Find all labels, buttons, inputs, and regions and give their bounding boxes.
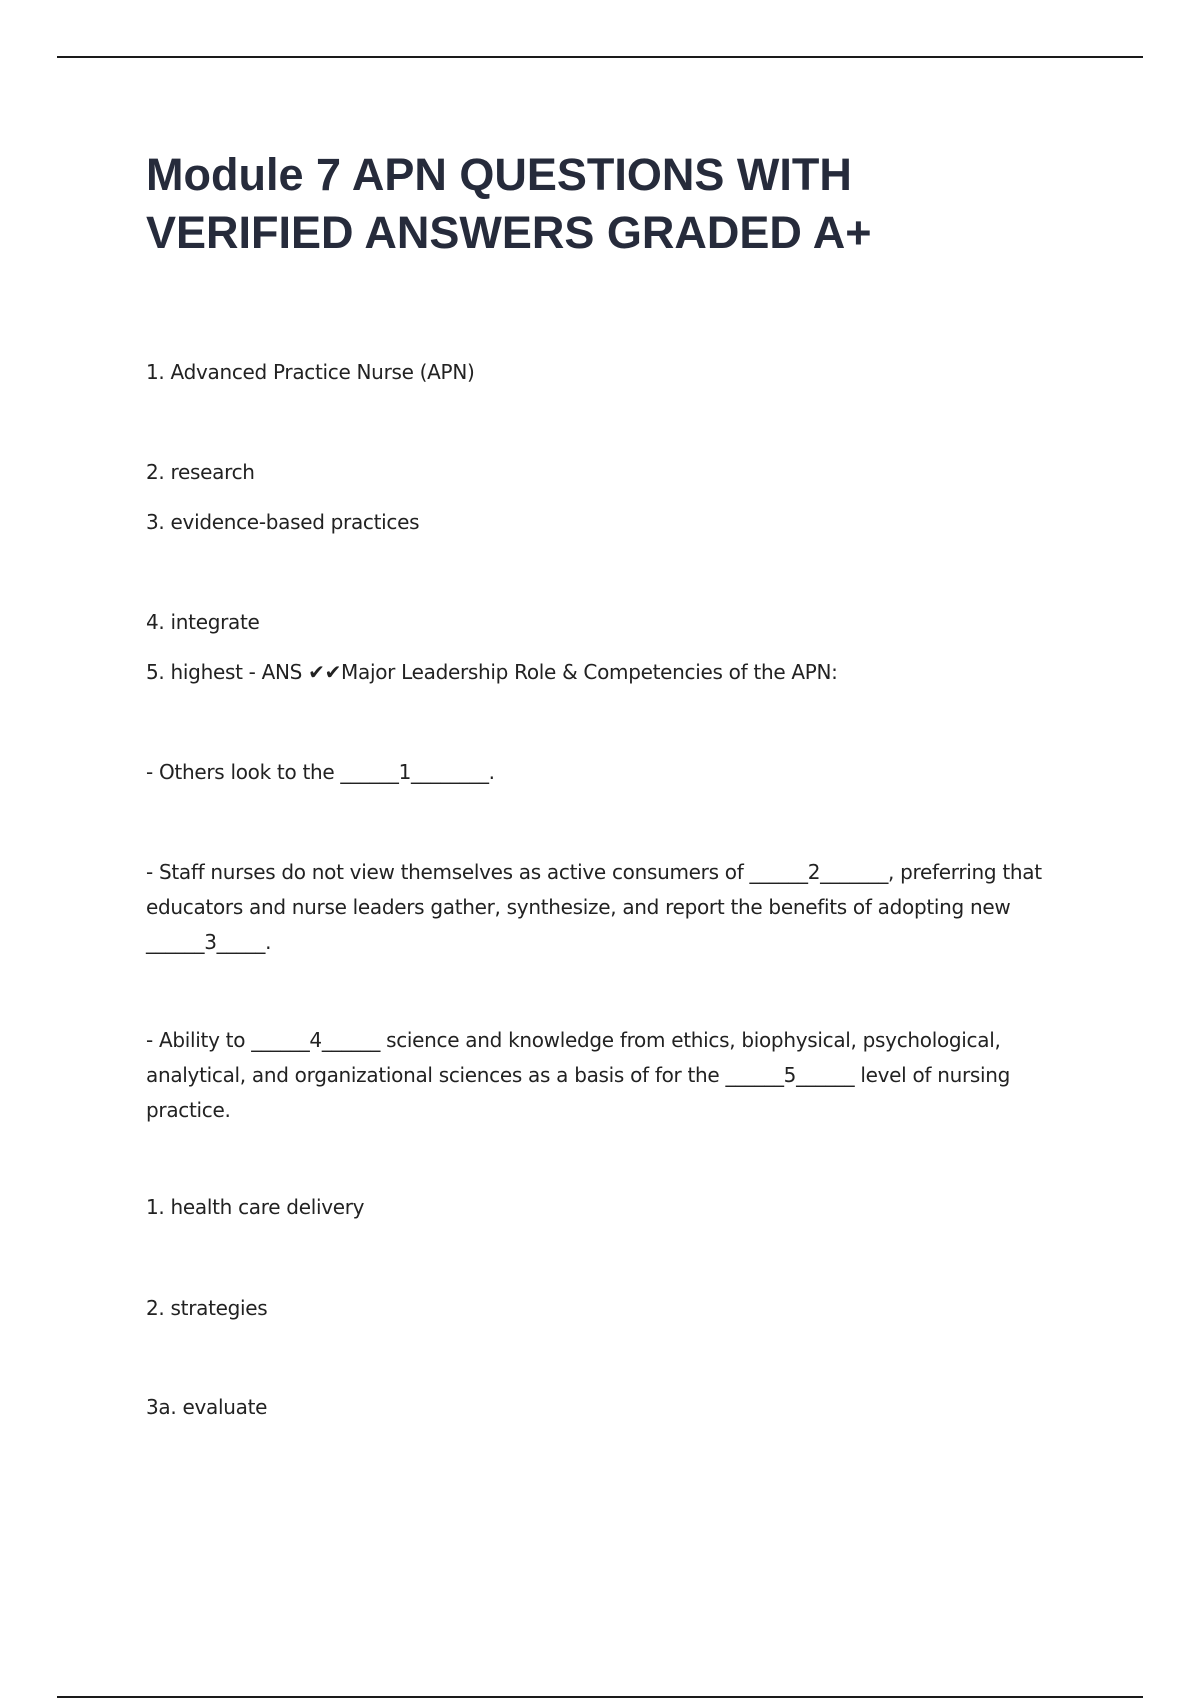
top-rule (57, 56, 1143, 58)
paragraph-10: 2. strategies (146, 1296, 268, 1320)
title-line-2: VERIFIED ANSWERS GRADED A+ (146, 207, 872, 258)
document-title (146, 146, 1106, 262)
paragraph-7: - Staff nurses do not view themselves as active consumers of ______2_______, preferring that educators and nurse leaders gather, synthesize, and report the benefits of adopting new ______3_____. (146, 860, 1042, 954)
paragraph-2: 2. research (146, 460, 255, 484)
paragraph-11: 3a. evaluate (146, 1395, 268, 1419)
title-line-1: Module 7 APN QUESTIONS WITH (146, 149, 852, 200)
paragraph-8: - Ability to ______4______ science and knowledge from ethics, biophysical, psychological, analytical, and organizational sciences as a basis of for the ______5______ level of nursing practice. (146, 1028, 1011, 1122)
bottom-rule (57, 1696, 1143, 1698)
paragraph-3: 3. evidence-based practices (146, 510, 420, 534)
paragraph-4: 4. integrate (146, 610, 260, 634)
paragraph-5: 5. highest - ANS ✔✔Major Leadership Role & Competencies of the APN: (146, 660, 838, 684)
paragraph-1: 1. Advanced Practice Nurse (APN) (146, 360, 475, 384)
paragraph-9: 1. health care delivery (146, 1195, 365, 1219)
paragraph-6: - Others look to the ______1________. (146, 760, 495, 784)
